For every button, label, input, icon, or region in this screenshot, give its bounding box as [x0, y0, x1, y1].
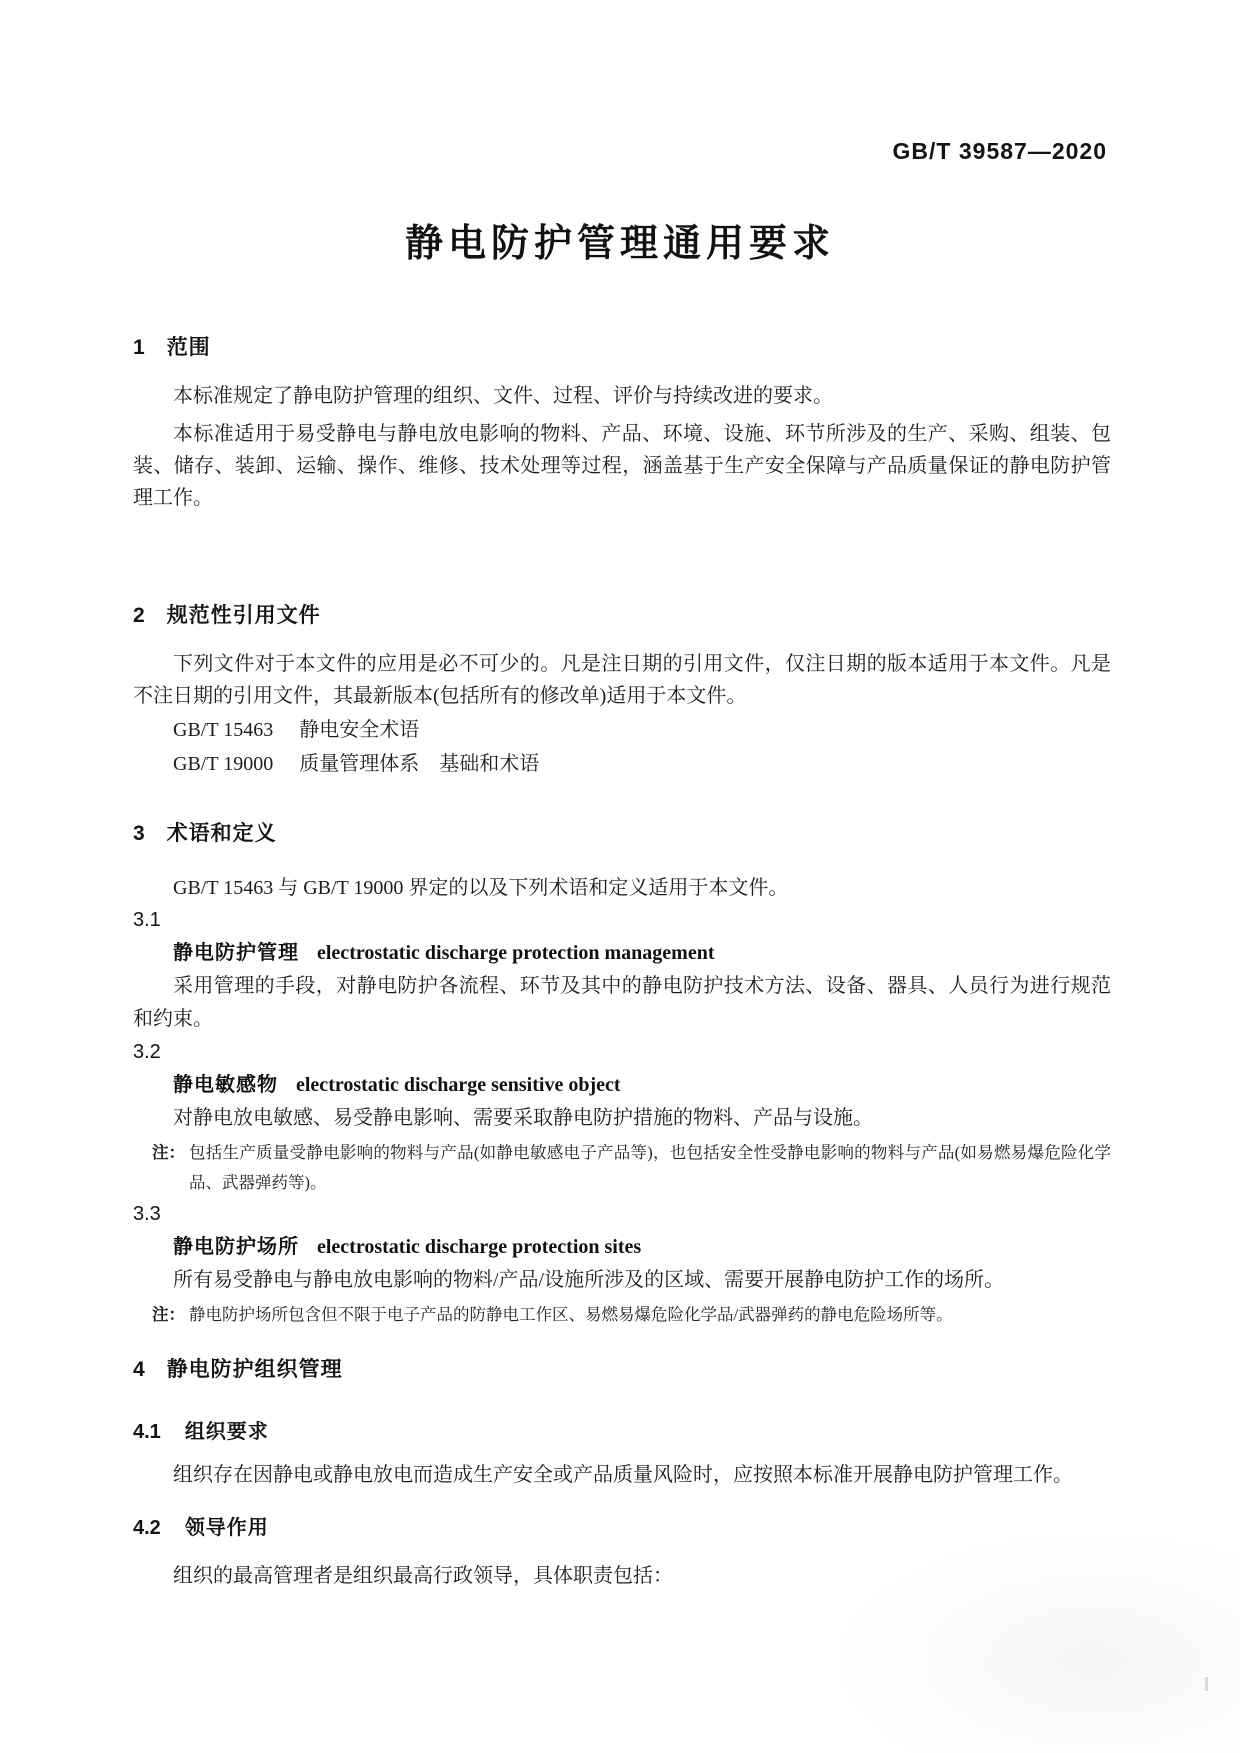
section-2-title: 规范性引用文件	[166, 604, 321, 627]
note-label: 注：	[152, 1144, 185, 1162]
term-3-1-number: 3.1	[133, 909, 161, 931]
section-4-1-paragraph: 组织存在因静电或静电放电而造成生产安全或产品质量风险时，应按照本标准开展静电防护管理工作。	[173, 1464, 1073, 1486]
section-4-number: 4	[133, 1358, 145, 1381]
section-3-number: 3	[133, 822, 145, 845]
standard-code: GB/T 39587—2020	[892, 138, 1107, 164]
term-3-1-line	[133, 937, 1111, 970]
section-4-title: 静电防护组织管理	[166, 1358, 343, 1381]
term-3-1-chinese: 静电防护管理	[173, 942, 299, 964]
term-3-3-number: 3.3	[133, 1203, 161, 1225]
note-label: 注：	[152, 1306, 185, 1324]
section-4-2-number: 4.2	[133, 1517, 161, 1539]
term-3-3-chinese: 静电防护场所	[173, 1236, 299, 1258]
section-4-2-paragraph: 组织的最高管理者是组织最高行政领导，具体职责包括：	[173, 1565, 673, 1587]
term-3-2-note-text: 包括生产质量受静电影响的物料与产品(如静电敏感电子产品等)，也包括安全性受静电影响的物料与产品(如易燃易爆危险化学品、武器弹药等)。	[189, 1143, 1111, 1192]
section-4-1-number: 4.1	[133, 1421, 161, 1443]
section-4-2-title: 领导作用	[184, 1517, 269, 1539]
document-title: 静电防护管理通用要求	[404, 223, 835, 265]
section-4-1-title: 组织要求	[184, 1421, 269, 1443]
section-1-paragraph-2: 本标准适用于易受静电与静电放电影响的物料、产品、环境、设施、环节所涉及的生产、采购、组装、包装、储存、装卸、运输、操作、维修、技术处理等过程，涵盖基于生产安全保障与产品质量保证的静电防护管理工作。	[133, 423, 1111, 509]
scan-mark-artifact	[1205, 1677, 1208, 1691]
term-3-3-note-text: 静电防护场所包含但不限于电子产品的防静电工作区、易燃易爆危险化学品/武器弹药的静电危险场所等。	[189, 1305, 953, 1324]
document-body	[133, 320, 1111, 1592]
section-1-paragraph-1: 本标准规定了静电防护管理的组织、文件、过程、评价与持续改进的要求。	[173, 385, 833, 407]
term-3-2-number: 3.2	[133, 1041, 161, 1063]
section-3-intro: GB/T 15463 与 GB/T 19000 界定的以及下列术语和定义适用于本文件。	[173, 877, 789, 899]
term-3-2-chinese: 静电敏感物	[173, 1074, 278, 1096]
section-3-heading	[133, 818, 1111, 850]
section-1-number: 1	[133, 336, 145, 359]
term-3-2-definition: 对静电放电敏感、易受静电影响、需要采取静电防护措施的物料、产品与设施。	[173, 1107, 873, 1129]
term-3-3-definition: 所有易受静电与静电放电影响的物料/产品/设施所涉及的区域、需要开展静电防护工作的场所。	[173, 1269, 1005, 1291]
term-3-3-english: electrostatic discharge protection sites	[317, 1236, 642, 1258]
section-2-number: 2	[133, 604, 145, 627]
section-1-heading	[133, 332, 1111, 364]
reference-1-code: GB/T 15463	[173, 719, 274, 741]
term-3-2-note	[133, 1138, 1111, 1198]
term-3-2-english: electrostatic discharge sensitive object	[296, 1074, 621, 1096]
section-4-1-heading	[133, 1416, 1111, 1448]
term-3-1-english: electrostatic discharge protection management	[317, 942, 715, 964]
term-3-2-line	[133, 1069, 1111, 1102]
section-2-paragraph-1: 下列文件对于本文件的应用是必不可少的。凡是注日期的引用文件，仅注日期的版本适用于本文件。凡是不注日期的引用文件，其最新版本(包括所有的修改单)适用于本文件。	[133, 653, 1111, 707]
normative-reference-1	[133, 714, 1111, 746]
term-3-3-line	[133, 1231, 1111, 1264]
section-3-title: 术语和定义	[166, 822, 277, 845]
reference-2-code: GB/T 19000	[173, 753, 274, 775]
term-3-3-note	[133, 1300, 1111, 1330]
reference-1-title: 静电安全术语	[299, 719, 420, 741]
section-1-title: 范围	[166, 336, 211, 359]
section-2-heading	[133, 600, 1111, 632]
section-4-2-heading	[133, 1512, 1111, 1544]
reference-2-title: 质量管理体系 基础和术语	[299, 753, 540, 775]
section-4-heading	[133, 1354, 1111, 1386]
term-3-1-definition: 采用管理的手段，对静电防护各流程、环节及其中的静电防护技术方法、设备、器具、人员行为进行规范和约束。	[133, 975, 1111, 1030]
normative-reference-2	[133, 748, 1111, 780]
